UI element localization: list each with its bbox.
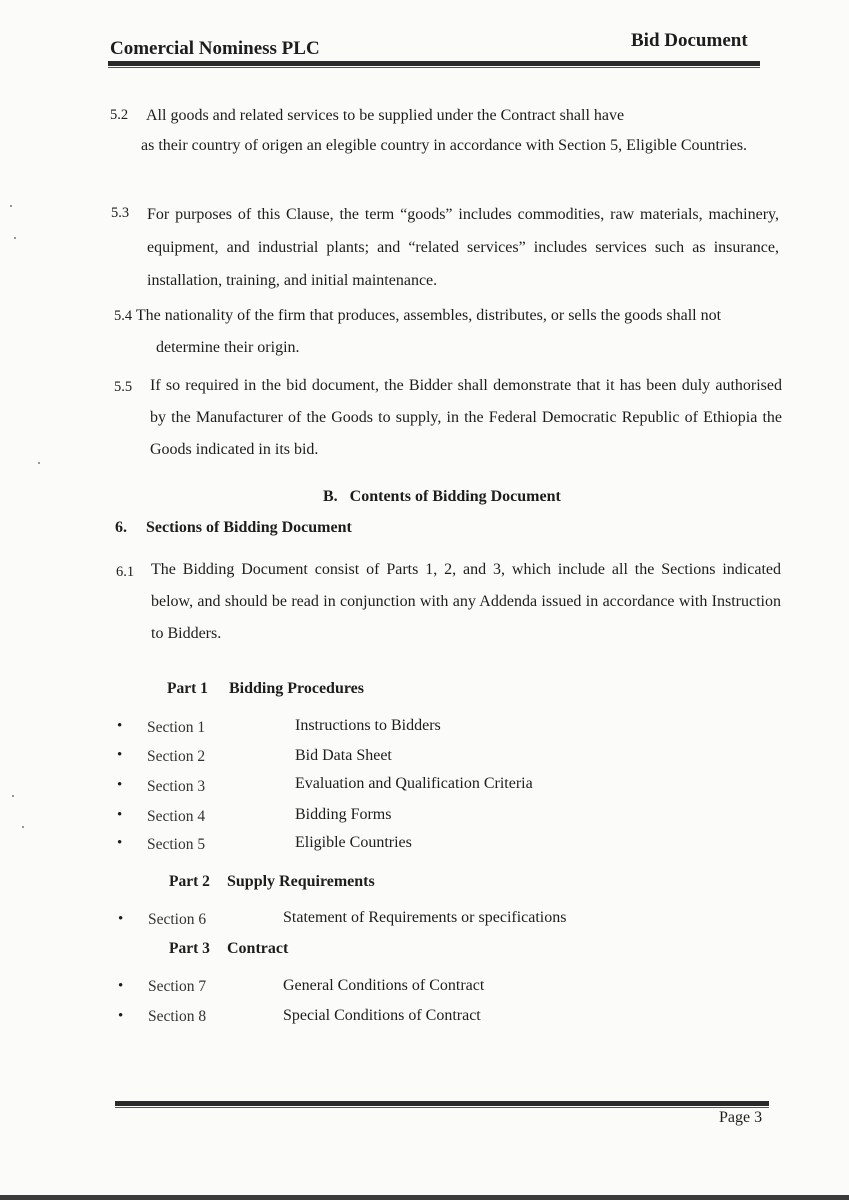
- bullet: •: [118, 1008, 124, 1024]
- clause-number: 5.5: [114, 379, 133, 395]
- section-label: Section 3: [147, 778, 206, 795]
- section-label: Section 7: [148, 978, 207, 995]
- clause-5-4-line1: [114, 300, 784, 332]
- clause-number: 5.2: [110, 107, 129, 123]
- scan-speck: [14, 237, 16, 239]
- bullet: •: [117, 835, 123, 851]
- section-b-title: Contents of Bidding Document: [349, 488, 561, 505]
- footer-rule: [115, 1101, 769, 1106]
- section-label: Section 8: [148, 1008, 207, 1025]
- clause-5-5-text: If so required in the bid document, the Bidder shall demonstrate that it has been duly authorised by the Manufacturer of the Goods to supply, in the Federal Democratic Republic of Ethiopia the Goods indicated in its bid.: [150, 377, 782, 458]
- part-title: Contract: [227, 940, 289, 957]
- bullet: •: [117, 807, 123, 823]
- section-label: Section 6: [148, 911, 207, 928]
- section-label: Section 1: [147, 719, 206, 736]
- part-title: Bidding Procedures: [229, 680, 364, 697]
- section-6-number: 6.: [115, 519, 127, 536]
- scan-speck: [10, 205, 12, 207]
- section-title: General Conditions of Contract: [283, 977, 485, 994]
- section-title: Bidding Forms: [295, 806, 392, 823]
- section-title: Eligible Countries: [295, 834, 412, 851]
- clause-5-2-line1: All goods and related services to be supplied under the Contract shall have: [146, 107, 625, 124]
- section-title: Bid Data Sheet: [295, 747, 392, 764]
- section-b-letter: B.: [323, 488, 338, 505]
- section-title: Evaluation and Qualification Criteria: [295, 775, 533, 792]
- section-label: Section 5: [147, 836, 206, 853]
- part-label: Part 1: [167, 680, 208, 697]
- bullet: •: [117, 747, 123, 763]
- document-title: Bid Document: [631, 30, 748, 51]
- section-title: Statement of Requirements or specifications: [283, 909, 567, 926]
- bullet: •: [117, 777, 123, 793]
- page-number: Page 3: [719, 1109, 763, 1126]
- clause-5-2-text: as their country of origen an elegible country in accordance with Section 5, Eligible Countries.: [141, 137, 748, 154]
- bullet: •: [117, 718, 123, 734]
- section-b-heading: [323, 488, 561, 506]
- part-label: Part 3: [169, 940, 210, 957]
- clause-5-4-line2: determine their origin.: [156, 339, 300, 356]
- scan-speck: [12, 795, 14, 797]
- header-rule: [108, 61, 760, 66]
- header-rule-thin: [108, 67, 760, 68]
- bullet: •: [118, 911, 124, 927]
- clause-number: 5.4: [114, 308, 133, 324]
- part-label: Part 2: [169, 873, 210, 890]
- section-title: Special Conditions of Contract: [283, 1007, 481, 1024]
- clause-number: 5.3: [111, 205, 130, 221]
- clause-5-4-text: The nationality of the firm that produces, assembles, distributes, or sells the goods shall not: [135, 307, 722, 324]
- clause-number: 6.1: [116, 564, 135, 580]
- scan-speck: [22, 826, 24, 828]
- section-title: Instructions to Bidders: [295, 717, 441, 734]
- bullet: •: [118, 978, 124, 994]
- scan-speck: [38, 462, 40, 464]
- footer-rule-thin: [115, 1107, 769, 1108]
- company-name: Comercial Nominess PLC: [110, 38, 320, 59]
- scan-edge: [0, 1195, 849, 1200]
- section-6-title: Sections of Bidding Document: [146, 519, 352, 536]
- part-title: Supply Requirements: [227, 873, 375, 890]
- clause-6-1-text: The Bidding Document consist of Parts 1, 2, and 3, which include all the Sections indicated below, and should be read in conjunction with any Addenda issued in accordance with Instruction to Bidders.: [151, 561, 781, 642]
- section-label: Section 2: [147, 748, 206, 765]
- clause-5-3-text: For purposes of this Clause, the term “goods” includes commodities, raw materials, machinery, equipment, and industrial plants; and “related services” includes services such as insurance, installation, training, and initial maintenance.: [147, 206, 779, 289]
- section-label: Section 4: [147, 808, 206, 825]
